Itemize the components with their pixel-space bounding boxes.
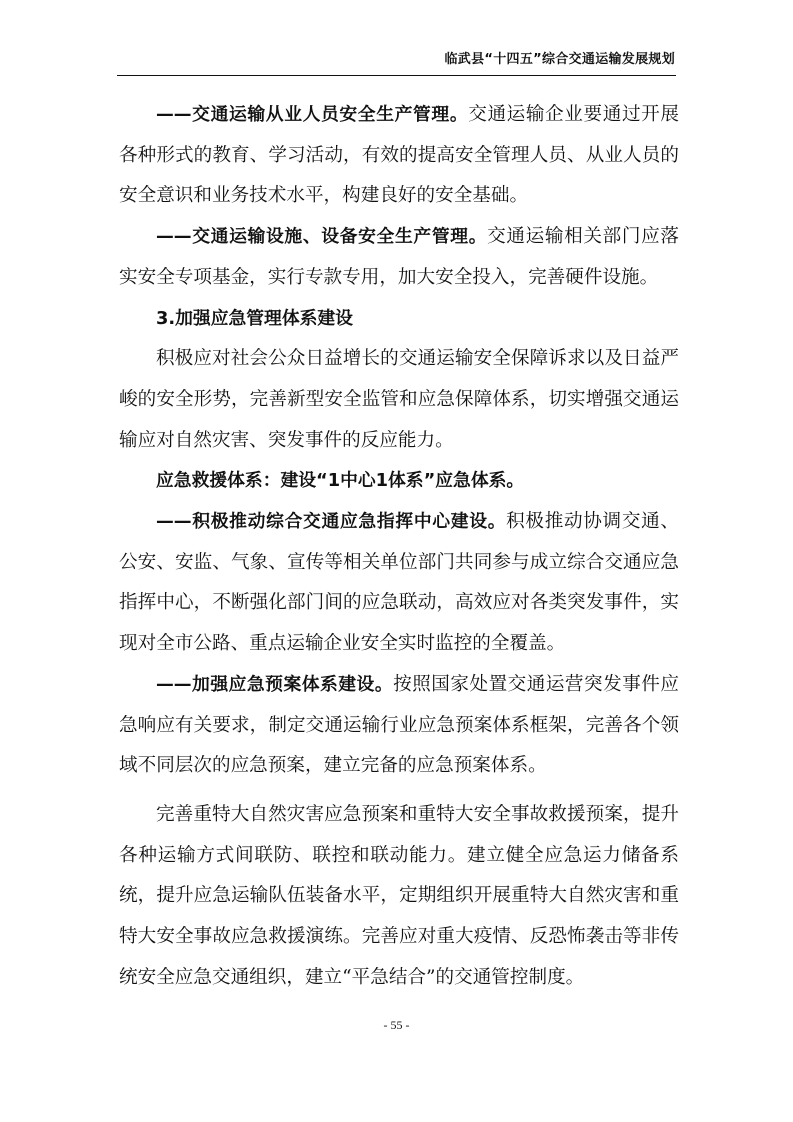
paragraph-command-center bbox=[119, 502, 679, 665]
running-header: 临武县“十四五”综合交通运输发展规划 bbox=[444, 52, 675, 67]
paragraph-lead: ——交通运输从业人员安全生产管理。 bbox=[156, 104, 469, 125]
paragraph-text: 按照国家处置交通运营突发事件应急响应有关要求，制定交通运输行业应急预案体系框架，完善各个领域不同层次的应急预案，建立完备的应急预案体系。 bbox=[119, 673, 679, 777]
subsection-heading: 应急救援体系：建设“1中心1体系”应急体系。 bbox=[156, 470, 525, 492]
page-body bbox=[119, 95, 679, 998]
paragraph-emergency-intro: 积极应对社会公众日益增长的交通运输安全保障诉求以及日益严峻的安全形势，完善新型安全监管和应急保障体系，切实增强交通运输应对自然灾害、突发事件的反应能力。 bbox=[119, 348, 679, 451]
paragraph-text: 交通运输企业要通过开展各种形式的教育、学习活动，有效的提高安全管理人员、从业人员的安全意识和业务技术水平，构建良好的安全基础。 bbox=[119, 104, 679, 207]
paragraph-text: 积极推动协调交通、公安、安监、气象、宣传等相关单位部门共同参与成立综合交通应急指挥中心，不断强化部门间的应急联动，高效应对各类突发事件，实现对全市公路、重点运输企业安全实时监控的全覆盖。 bbox=[119, 511, 679, 655]
paragraph-disaster-plans: 完善重特大自然灾害应急预案和重特大安全事故救援预案，提升各种运输方式间联防、联控和联动能力。建立健全应急运力储备系统，提升应急运输队伍装备水平，定期组织开展重特大自然灾害和重特大安全事故应急救援演练。完善应对重大疫情、反恐怖袭击等非传统安全应急交通组织，建立“平急结合”的交通管控制度。 bbox=[119, 803, 679, 988]
paragraph-facility-safety bbox=[119, 217, 679, 298]
paragraph-staff-safety bbox=[119, 95, 679, 217]
paragraph-lead: ——交通运输设施、设备安全生产管理。 bbox=[156, 226, 488, 248]
header-rule bbox=[117, 75, 676, 76]
section-heading: 3.加强应急管理体系建设 bbox=[156, 307, 353, 329]
paragraph-lead: ——积极推动综合交通应急指挥中心建设。 bbox=[156, 511, 507, 533]
paragraph-text: 交通运输相关部门应落实安全专项基金，实行专款专用，加大安全投入，完善硬件设施。 bbox=[119, 226, 679, 288]
page-number: - 55 - bbox=[383, 1018, 410, 1032]
paragraph-plan-system bbox=[119, 665, 679, 787]
paragraph-lead: ——加强应急预案体系建设。 bbox=[156, 673, 394, 695]
